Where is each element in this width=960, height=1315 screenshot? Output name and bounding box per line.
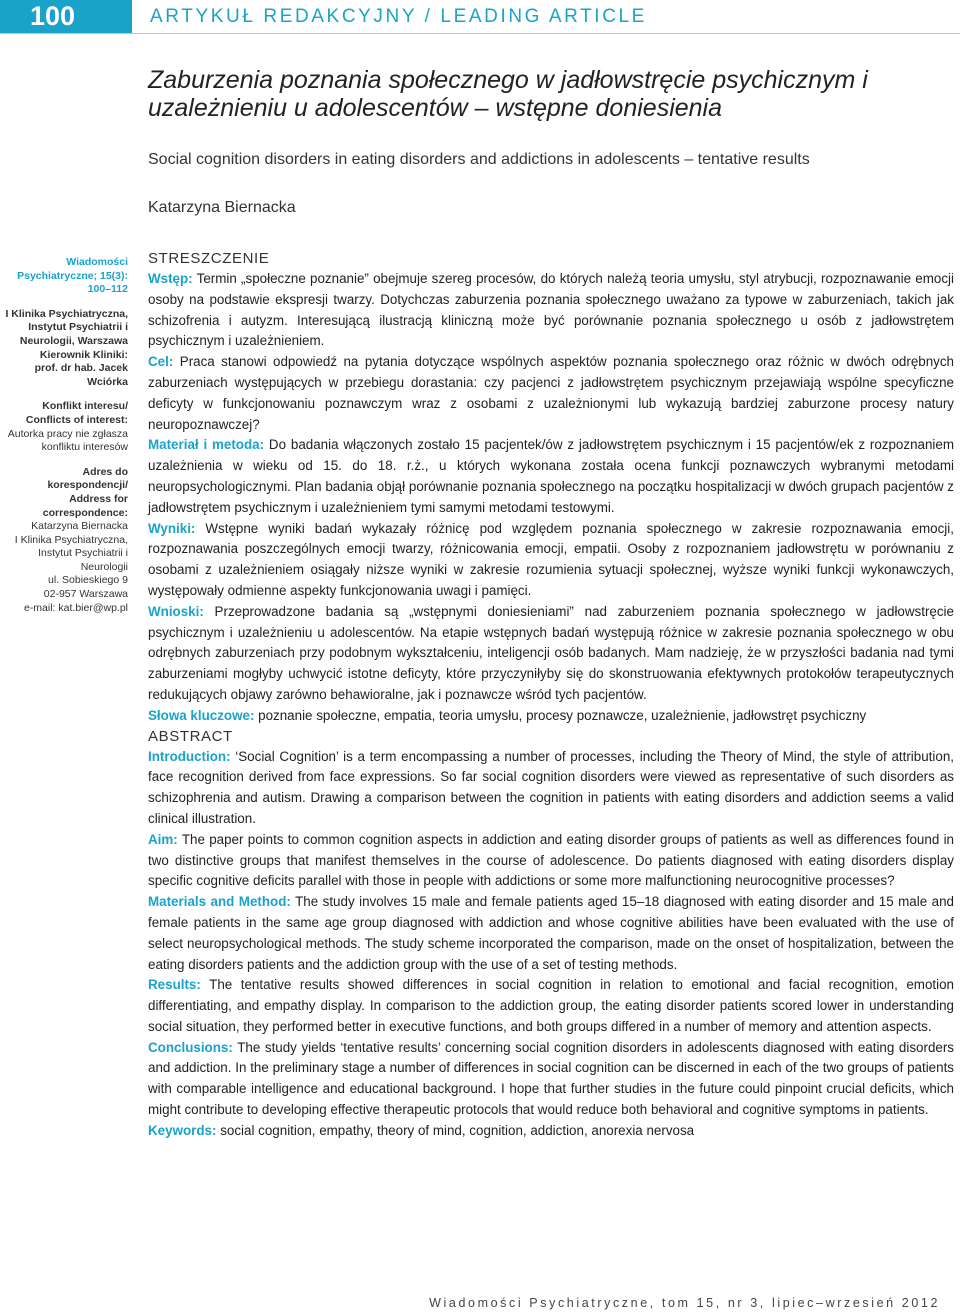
wyniki-text: Wstępne wyniki badań wykazały różnicę pod względem poznania społecznego w zakresie rozpoznawania emocji, rozpoznawania poszczególnych emocji twarzy, różnicowania emocji, empatii. Osoby z rozpoznaniem jadłowstrętu w porównaniu z osobami z uzależnieniem osiągały niższe wyniki w zakresie rozumienia sytuacji społecznej, wyższe wyniki funkcji wykonawczych, występowały odmienne aspekty funkcjonowania uwagi i pamięci. — [148, 520, 954, 598]
page-number: 100 — [0, 0, 132, 33]
aim-text: The paper points to common cognition aspects in addiction and eating disorder groups of patients as well as differences found in two distinctive groups that manifest themselves in the course of adolescence. Do patients diagnosed with eating disorders display specific cognitive deficits parallel with those in people with addictions or some more malfunctioning neurocognitive processes? — [148, 831, 954, 889]
address-city: 02-957 Warszawa — [43, 588, 128, 601]
affiliation: I Klinika Psychiatryczna, Instytut Psychiatrii i Neurologii, Warszawa — [5, 307, 128, 347]
keywords-label: Keywords: — [148, 1122, 217, 1138]
section-label: ARTYKUŁ REDAKCYJNY / LEADING ARTICLE — [150, 6, 647, 27]
wnioski-text: Przeprowadzone badania są „wstępnymi doniesieniami” nad zaburzeniem poznania społecznego w jadłowstręcie psychicznym i uzależnieniu u adolescentów. Na etapie wstępnych badań występują różnice w zakresie poznania społecznego w obu odrębnych zaburzeniach przy podobnym wykształceniu, inteligencji osób badanych. Mam nadzieję, że w przyszłości badania nad tymi zaburzeniami mogłyby uchwycić istotne deficyty, które przyczyniłyby się do skonstruowania efektywnych protokołów terapeutycznych redukujących objawy zarówno behawioralne, jak i poznawcze wśród tych pacjentów. — [148, 603, 954, 702]
conclusions-paragraph — [148, 1038, 954, 1121]
author-name: Katarzyna Biernacka — [148, 199, 296, 216]
clinic-head-name: prof. dr hab. Jacek Wciórka — [34, 362, 128, 388]
methods-paragraph — [148, 892, 954, 975]
keywords-text: social cognition, empathy, theory of mind, cognition, addiction, anorexia nervosa — [220, 1122, 695, 1138]
slowa-label: Słowa kluczowe: — [148, 707, 255, 723]
cel-label: Cel: — [148, 354, 174, 370]
clinic-head-label: Kierownik Kliniki: — [39, 348, 128, 361]
slowa-paragraph — [148, 706, 954, 727]
intro-text: ‘Social Cognition’ is a term encompassing a number of processes, including the Theory of Mind, the style of attribution, face recognition derived from face expressions. So far social cognition disorders were viewed as representative of such disorders as schizophrenia and autism. Drawing a comparison between the cognition in patients with eating disorders and addiction seems a valid clinical illustration. — [148, 748, 954, 826]
conflict-block — [0, 400, 128, 454]
cel-text: Praca stanowi odpowiedź na pytania dotyczące wspólnych aspektów poznania społecznego oraz różnic w dwóch odrębnych zaburzeniach występujących w przebiegu dorastania: czy pacjenci z jadłowstrętem psychicznym przejawiają wspólne specyficzne deficyty w funkcjonowaniu poznawczym wraz z osobami z uzależnionymi lub wykazują bardziej zaburzone procesy natury neuropoznawczej? — [148, 354, 954, 432]
address-name: Katarzyna Biernacka — [31, 520, 128, 533]
aim-paragraph — [148, 830, 954, 892]
wstep-label: Wstęp: — [148, 271, 193, 286]
wstep-paragraph — [148, 269, 954, 352]
methods-text: The study involves 15 male and female patients aged 15–18 diagnosed with eating disorder and 15 male and female patients in the same age group diagnosed with addiction and whose cognitive abilities have been evaluated with the use of select neuropsychological methods. The study scheme incorporated the comparison, made on the onset of hospitalization, between the eating disorders patients and the addiction group with the use of a set of testing methods. — [148, 894, 954, 972]
address-label: Adres do korespondencji/ — [47, 465, 128, 492]
address-email[interactable]: e-mail: kat.bier@wp.pl — [23, 601, 128, 614]
abstract-heading: ABSTRACT — [148, 727, 233, 745]
keywords-paragraph — [148, 1121, 954, 1142]
intro-label: Introduction: — [148, 748, 231, 764]
conflict-text: Autorka pracy nie zgłasza konfliktu interesów — [7, 427, 128, 454]
article-subtitle: Social cognition disorders in eating disorders and addictions in adolescents – tentative results — [148, 151, 810, 168]
streszczenie-heading: STRESZCZENIE — [148, 250, 270, 267]
journal-citation: Wiadomości Psychiatryczne; 15(3): 100–112 — [17, 256, 128, 296]
affiliation-block — [0, 308, 128, 390]
material-label: Materiał i metoda: — [148, 437, 265, 453]
material-text: Do badania włączonych zostało 15 pacjentek/ów z jadłowstrętem psychicznym i 15 pacjentów/ek z rozpoznaniem uzależnienia w wieku od 15. do 18. r.ż., u których wykonana została ocena funkcji poznawczych wybranymi metodami neuropsychologicznymi. Plan badania objął porównanie poznania społecznego na początku hospitalizacji w dwóch grupach pacjentów z jadłowstrętem psychicznym i uzależnieniem tymi samymi metodami testowymi. — [148, 437, 954, 515]
methods-label: Materials and Method: — [148, 894, 291, 910]
address-block — [0, 466, 128, 616]
results-label: Results: — [148, 977, 201, 993]
conflict-label: Konflikt interesu/ — [42, 400, 128, 413]
wnioski-label: Wnioski: — [148, 603, 204, 619]
conclusions-label: Conclusions: — [148, 1039, 233, 1055]
wnioski-paragraph — [148, 602, 954, 706]
intro-paragraph — [148, 747, 954, 830]
sidebar-metadata — [0, 256, 128, 626]
wyniki-paragraph — [148, 519, 954, 602]
address-institution: I Klinika Psychiatryczna, Instytut Psychiatrii i Neurologii — [14, 533, 128, 573]
page-footer: Wiadomości Psychiatryczne, tom 15, nr 3, lipiec–wrzesień 2012 — [429, 1296, 940, 1310]
results-paragraph — [148, 975, 954, 1037]
material-paragraph — [148, 435, 954, 518]
aim-label: Aim: — [148, 831, 178, 847]
page-header — [0, 0, 960, 34]
wstep-text: Termin „społeczne poznanie” obejmuje szereg procesów, do których należą teoria umysłu, styl atrybucji, rozpoznawanie emocji osoby na podstawie ekspresji twarzy. Dotychczas zaburzenia poznania społecznego uważano za typowe w zaburzeniach, takich jak schizofrenia i autyzm. Interesującą ilustracją kliniczną może być porównanie poznania społecznego u osób z jadłowstrętem psychicznym i uzależnieniem. — [148, 271, 955, 349]
cel-paragraph — [148, 352, 954, 435]
article-body — [148, 249, 954, 1142]
conclusions-text: The study yields ‘tentative results’ concerning social cognition disorders in adolescents diagnosed with eating disorders and addiction. In the preliminary stage a number of differences in social cognition can be discerned in each of the two groups of patients with comparable intelligence and educational background. I hope that further studies in the future could pinpoint crucial deficits, which might contribute to developing effective therapeutic protocols that would reduce both behavioral and cognitive symptoms in patients. — [148, 1039, 955, 1118]
slowa-text: poznanie społeczne, empatia, teoria umysłu, procesy poznawcze, uzależnienie, jadłowstręt psychiczny — [258, 707, 867, 723]
conflict-label-en: Conflicts of interest: — [25, 413, 128, 426]
wyniki-label: Wyniki: — [148, 520, 196, 536]
results-text: The tentative results showed differences in social cognition in relation to emotional and facial recognition, emotion differentiating, and empathy display. In comparison to the addiction group, the eating disorder patients scored lower in understanding social situation, they performed better in executive functions, and both groups differed in a number of memory and attention aspects. — [148, 977, 954, 1034]
address-label-en: Address for correspondence: — [42, 492, 128, 519]
article-title: Zaburzenia poznania społecznego w jadłowstręcie psychicznym i uzależnieniu u adolescentów – wstępne doniesienia — [148, 66, 868, 122]
address-street: ul. Sobieskiego 9 — [48, 574, 128, 587]
